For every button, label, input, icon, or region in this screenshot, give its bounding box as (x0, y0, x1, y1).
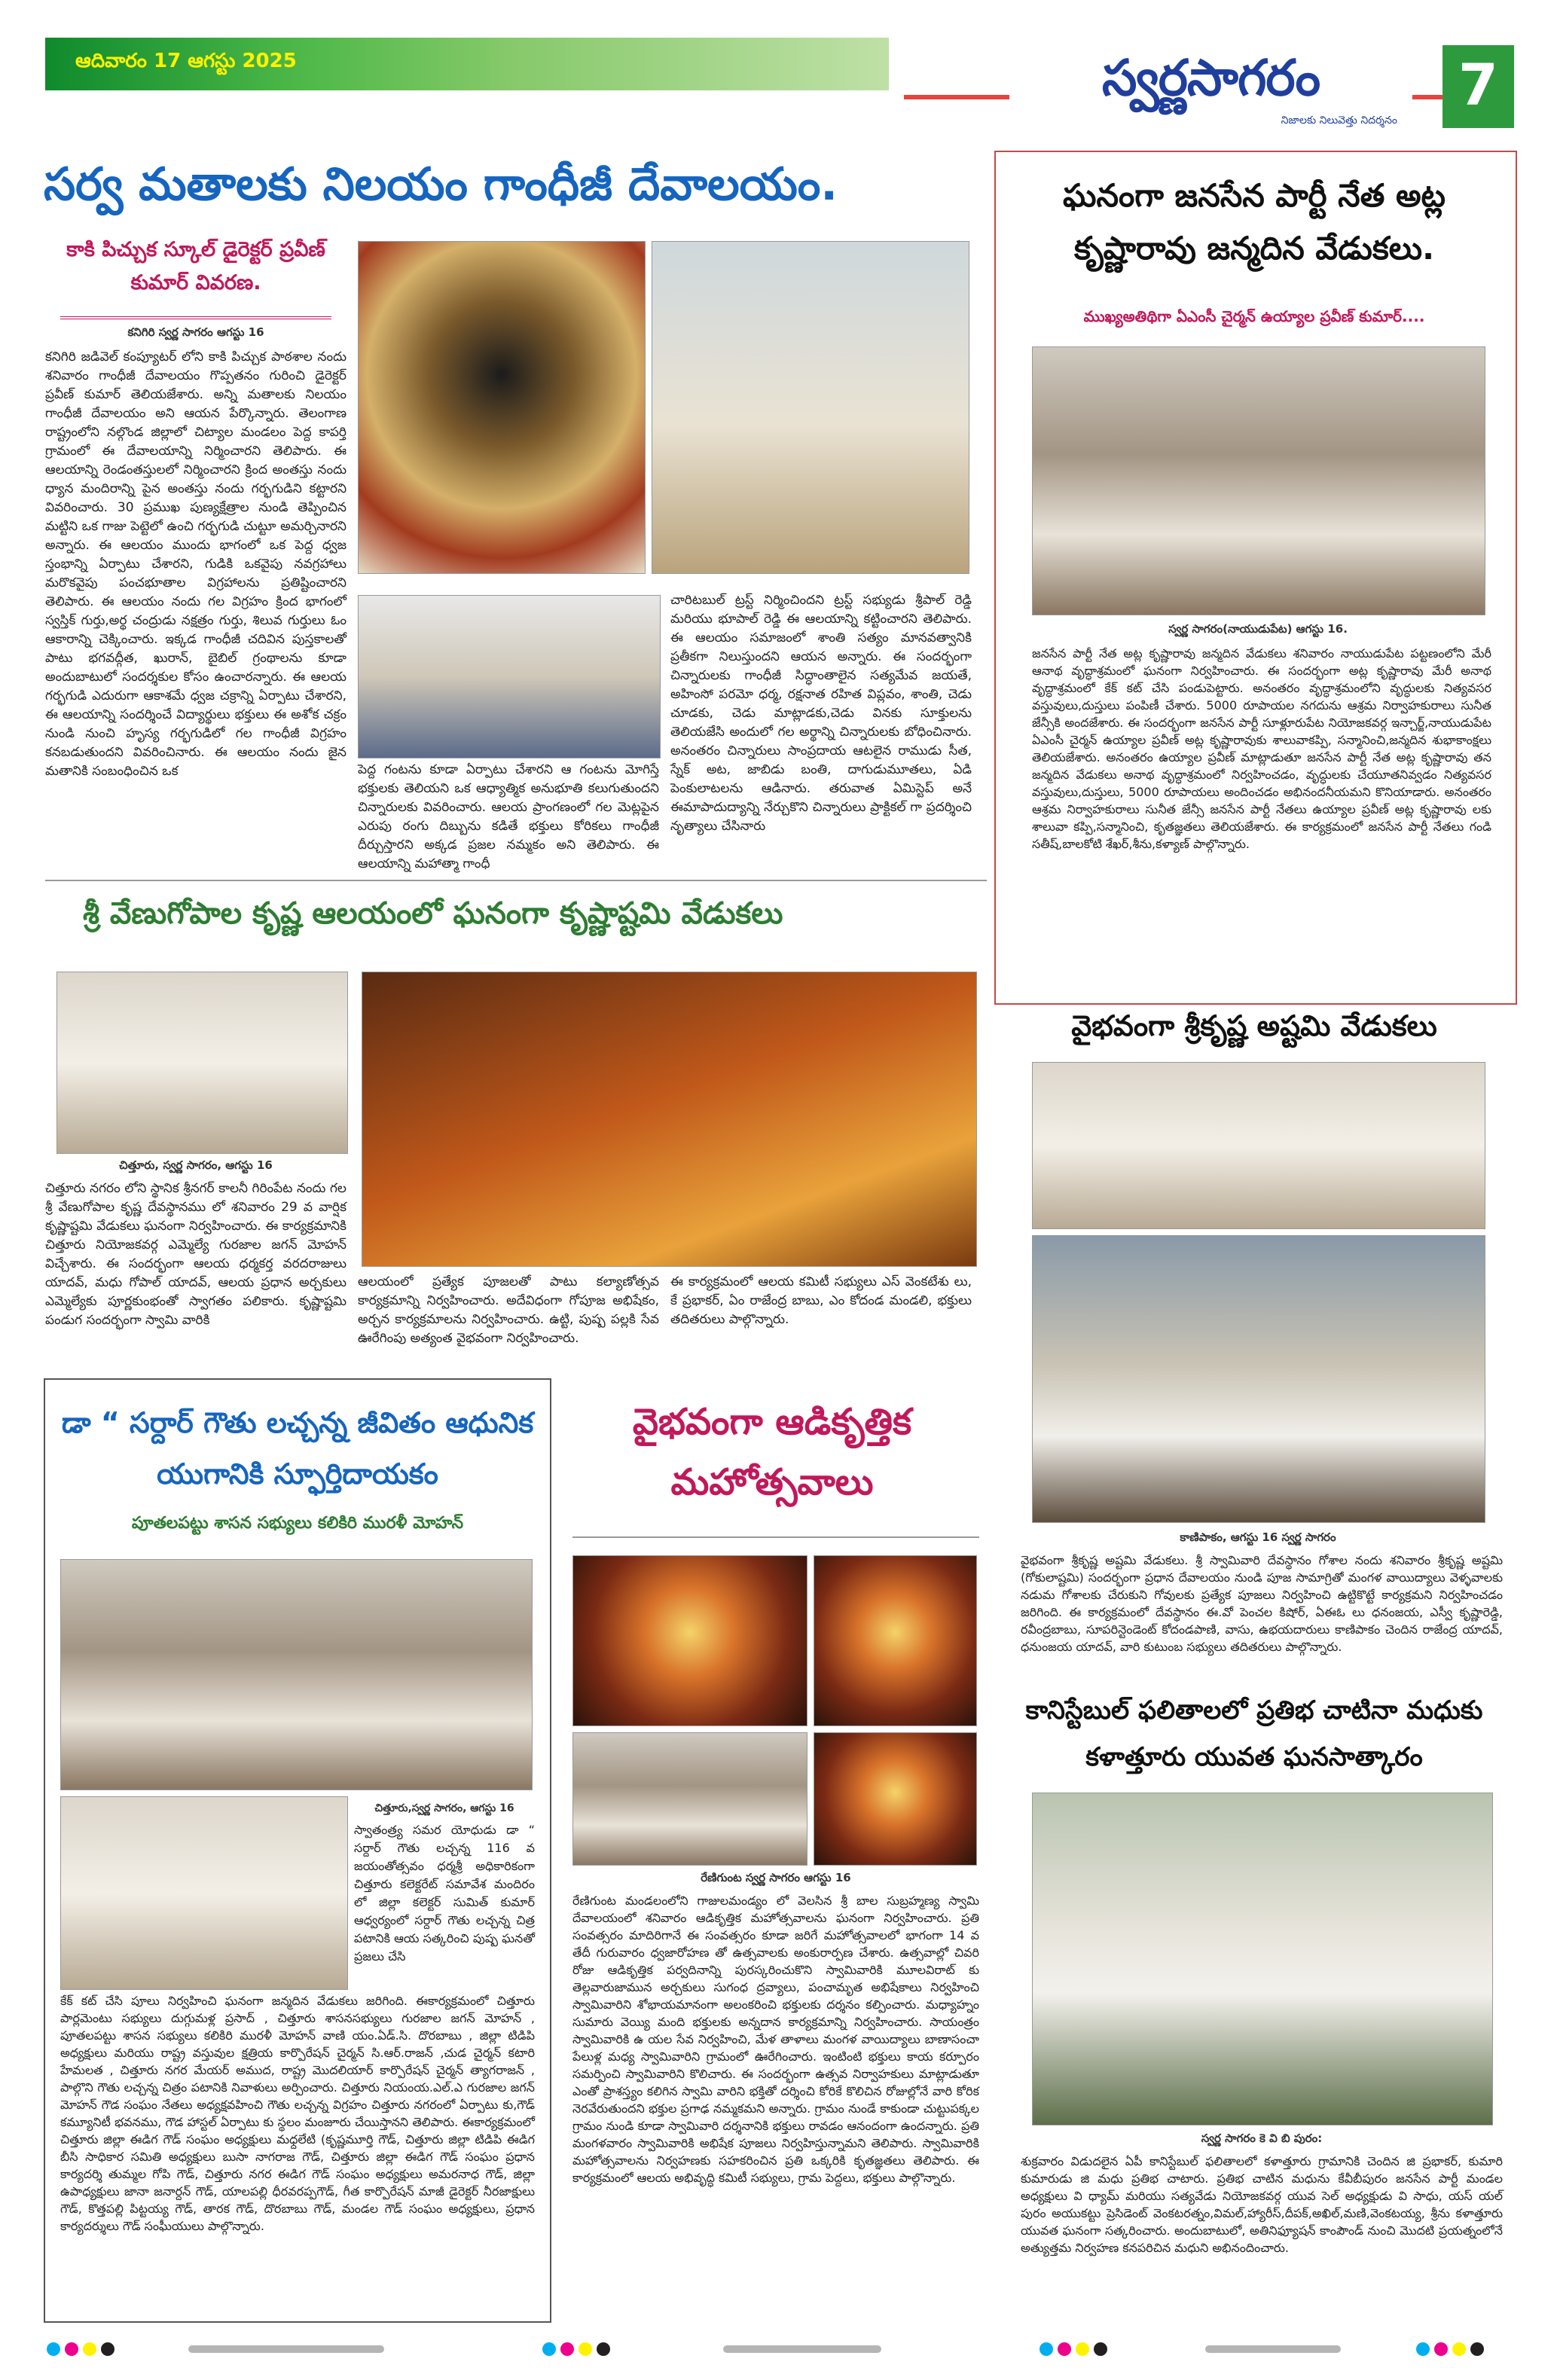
gandhi-subhead: కాకి పిచ్చుక స్కూల్ డైరెక్టర్ ప్రవీణ్ కుమార్ వివరణ. (66, 238, 325, 294)
adikruttika-headline: వైభవంగా ఆడికృత్తిక మహోత్సవాలు (632, 1401, 912, 1503)
footer-dot-magenta-4 (1434, 2342, 1448, 2356)
venugopala-body-2: ఆలయంలో ప్రత్యేక పూజలతో పాటు కల్యాణోత్సవ కార్యక్రమాన్ని నిర్వహించారు. అదేవిధంగా గోపూజ అభిషేకం, అర్చన కార్యక్రమాలను నిర్వహించారు. ఉట్టి, పుష్ప పల్లకి సేవ ఊరేగింపు అత్యంత వైభవంగా నిర్వహించారు. (358, 1274, 659, 1346)
janasena-subhead: ముఖ్యఅతిథిగా ఏఎంసీ చైర్మన్ ఉయ్యాల ప్రవీణ్ కుమార్.... (1083, 307, 1425, 325)
constable-byline: స్వర్ణ సాగరం కె వి బి పురం: (1201, 2131, 1323, 2145)
footer-dot-magenta-3 (1058, 2342, 1071, 2356)
ashtami-body: వైభవంగా శ్రీకృష్ణ అష్టమి వేడుకలు. శ్రీ స్వామివారి దేవస్థానం గోశాల నందు శనివారం శ్రీకృష్ణ అష్టమి (గోకులాష్టమి) సందర్భంగా ప్రధాన దేవాలయం నుండి పూజ సామాగ్రితో మంగళ వాయిద్యాలు వెళ్ళవాలకు నడుమ గోశాలకు చేరుకుని గోవులకు ప్రత్యేక పూజలు నిర్వహించి ఉట్టికొట్టే కార్యక్రమని నిర్వహించడం జరిగింది. ఈ కార్యక్రమంలో దేవస్థానం ఈ.వో పెంచల కిషోర్, ఏఈఓ లు ధనంజయ, ఎస్వీ కృష్ణారెడ్డి, రవీంద్రబాబు, సూపరిన్టెండెంట్ కోదండపాణి, వాసు, ఉభయదారులు కాణిపాకం చెందిన రాజేంద్ర యాదవ్, ధనుంజయ యాదవ్, వారి కుటుంబ సభ్యులు తదితరులు పాల్గొన్నారు. (1021, 1553, 1503, 1654)
footer-dot-cyan-1 (47, 2342, 60, 2356)
gandhi-byline: కనిగిరి స్వర్ణ సాగరం ఆగస్టు 16 (127, 325, 264, 339)
page-number-box (1443, 45, 1514, 128)
venugopala-body-1: చిత్తూరు నగరం లోని స్థానిక శ్రీనగర్ కాలనీ గిరింపేట నందు గల శ్రీ వేణుగోపాల కృష్ణ దేవస్థానము లో శనివారం 29 వ వార్షిక కృష్ణాష్టమి వేడుకలు ఘనంగా నిర్వహించారు. ఈ కార్యక్రమానికి చిత్తూరు నియోజకవర్గ ఎమ్మెల్యే గురజాల జగన్ మోహన్ విచ్చేశారు. ఈ సందర్భంగా ఆలయ ధర్మకర్త వరదరాజులు యాదవ్, మధు గోపాల్ యాదవ్, ఆలయ ప్రధాన అర్చకులు ఎమ్మెల్యేకు పూర్ణకుంభంతో స్వాగతం పలికారు. కృష్ణాష్టమి పండుగ సందర్భంగా స్వామి వారికి (45, 1181, 347, 1328)
ashtami-photo-2 (1032, 1235, 1485, 1523)
adikruttika-photo-1 (572, 1555, 808, 1726)
sardar-body-1: స్వాతంత్ర్య సమర యోధుడు డా “ సర్దార్ గౌతు లచ్చన్న 116 వ జయంతోత్సవం ధర్మశ్రీ అధికారికంగా చిత్తూరు కలెక్టరేట్ సమావేశ మందిరం లో జిల్లా కలెక్టర్ సుమిత్ కుమార్ ఆధ్వర్యంలో సర్దార్ గౌతు లచ్చన్న చిత్ర పటానికి ఆయ సత్కరించి పుష్ప ఘనతో ప్రజలు చేసి (354, 1823, 535, 1964)
adikruttika-photo-4 (814, 1732, 977, 1866)
footer-marks (0, 2342, 1557, 2365)
venugopala-body-3: ఈ కార్యక్రమంలో ఆలయ కమిటీ సభ్యులు ఎస్ వెంకటేశు లు, కే ప్రభాకర్, ఏం రాజేంద్ర బాబు, ఎం కోదండ మండలి, భక్తులు తదితరులు పాల్గొన్నారు. (670, 1274, 972, 1327)
footer-dot-black-1 (101, 2342, 114, 2356)
footer-dot-black-3 (1094, 2342, 1107, 2356)
footer-dot-yellow-2 (579, 2342, 592, 2356)
adikruttika-byline: రేణిగుంట స్వర్ణ సాగరం ఆగస్టు 16 (701, 1871, 851, 1884)
gandhi-temple-photo (652, 241, 969, 574)
footer-grey-bar-1 (188, 2345, 384, 2353)
footer-dot-black-2 (597, 2342, 610, 2356)
constable-photo (1032, 1793, 1493, 2125)
adikruttika-rule (572, 1536, 979, 1538)
janasena-body: జనసేన పార్టీ నేత అట్ల కృష్ణారావు జన్మదిన వేడుకలు శనివారం నాయుడుపేట పట్టణంలోని మేరీ ఆనాథ వృద్ధాశ్రమంలో ఘనంగా నిర్వహించారు. ఈ సందర్భంగా అట్ల కృష్ణారావు మేరీ అనాథ వృద్ధాశ్రమంలో కేక్ కట్ చేసి పండుపెట్టారు. అనంతరం వృద్ధాశ్రమంలోని వృద్ధులకు నిత్యవసర వస్తువులు,దుస్తులు పంపిణీ చేశారు. 5000 రూపాయల నగదును ఆశ్రమ నిర్వాహకురాలు సునీత జేన్సీకి అందజేశారు. ఈ సందర్భంగా జనసేన పార్టీ సూళ్లూరుపేట నియోజకవర్గ ఇన్చార్జ్,నాయుడుపేట ఏఎంసీ చైర్మన్ ఉయ్యాల ప్రవీణ్ అట్ల కృష్ణారావుకు శాలువాకప్పి, సన్మానించి,జన్మదిన శుభాకాంక్షలు తెలియజేశారు. అనంతరం ఉయ్యాల ప్రవీణ్ మాట్లాడుతూ జనసేన పార్టీ నేత అట్ల కృష్ణారావు తన జన్మదిన వేడుకలు అనాథ వృద్ధాశ్రమంలో నిర్వహించడం, వృద్ధులకు చేయూతనివ్వడం నిత్యవసర వస్తువులు,దుస్తులు, 5000 రూపాయలు అందించడం అభినందనీయమని కొనియాడారు. అనంతరం ఆశ్రమ నిర్వాహకురాలు సునీత జేన్సీ జనసేన పార్టీ నేతలు ఉయ్యాల ప్రవీణ్ అట్ల కృష్ణారావు లకు శాలువా కప్పి,సన్మానించి, కృతజ్ఞతలు తెలియజేశారు. ఈ కార్యక్రమంలో జనసేన పార్టీ నేతలు గండి సతీష్,బాలకోటి శేఖర్,శీను,కళ్యాణ్ పాల్గొన్నారు. (1032, 646, 1491, 851)
page-number: 7 (1458, 51, 1498, 118)
gandhi-headline: సర్వ మతాలకు నిలయం గాంధీజీ దేవాలయం. (44, 158, 838, 211)
janasena-byline: స్వర్ణ సాగరం(నాయుడుపేట) ఆగస్టు 16. (1168, 622, 1348, 636)
gandhi-body-3: చారిటబుల్ ట్రస్ట్ నిర్మించిందని ట్రస్ట్ సభ్యుడు శ్రీపాల్ రెడ్డి మరియు భూపాల్ రెడ్డి ఈ ఆలయాన్ని కట్టించారని తెలిపారు. ఈ ఆలయం సమాజంలో శాంతి సత్యం మానవత్వానికి ప్రతీకగా నిలుస్తుందని ఆయన అన్నారు. ఈ సందర్భంగా చిన్నారులకు గాంధీజీ సిద్ధాంతాలైన సత్యమేవ జయతే, అహింసో పరమో ధర్మ, రక్షనాత రహిత విప్లవం, శాంతి, చెడు చూడకు, చెడు మాట్లాడకు,చెడు వినకు సూక్తులను తెలియజేసి అందులో గల అర్థాన్ని చిన్నారులకు బోధించినారు. అనంతరం చిన్నారులు సాంప్రదాయ ఆటలైన రాముడు సీత, స్నేక్ అట, జాబిడు బంతి, దాగుడుమూతలు, ఏడి పెంకులాటలను ఆడినారు. తరువాత ఏమిస్టెప్ అనే ఈమాపాదుద్యాన్ని నేర్చుకొని చిన్నారులు ప్రాక్టికల్ గా ప్రదర్శించి నృత్యాలు చేసినారు (670, 593, 972, 834)
date-text: ఆదివారం 17 ఆగస్టు 2025 (75, 50, 297, 72)
venugopala-headline: శ్రీ వేణుగోపాల కృష్ణ ఆలయంలో ఘనంగా కృష్ణాష్టమి వేడుకలు (83, 896, 783, 931)
sardar-byline: చిత్తూరు,స్వర్ణ సాగరం, ఆగస్టు 16 (374, 1802, 514, 1814)
venugopala-photo-2 (362, 972, 977, 1267)
ashtami-headline: వైభవంగా శ్రీకృష్ణ అష్టమి వేడుకలు (1071, 1009, 1437, 1042)
venugopala-photo-1 (56, 972, 348, 1154)
sardar-photo-2 (60, 1796, 348, 1990)
ashtami-photo-1 (1032, 1062, 1485, 1229)
footer-grey-bar-3 (1205, 2345, 1341, 2353)
janasena-headline: ఘనంగా జనసేన పార్టీ నేత అట్ల కృష్ణారావు జన్మదిన వేడుకలు. (1063, 177, 1446, 267)
sardar-body-2: కేక్ కట్ చేసి పూలు నిర్వహించి ఘనంగా జన్మదిన వేడుకలు జరిగింది. ఈకార్యక్రమంలో చిత్తూరు పార్లమెంటు సభ్యులు దుగ్గుమళ్ల ప్రసాద్ , చిత్తూరు శాసనసభ్యులు గురజాల జగన్ మోహన్ , పూతలపట్టు శాసన సభ్యులు కలికిరి మురళీ మోహన్ వాణి యం.ఏడ్.సి. దొరబాబు , జిల్లా టిడిపి అధ్యక్షులు మరియు రాష్ట్ర వస్తువుల క్షత్రియ కార్పొరేషన్ చైర్మన్ సి.ఆర్.రాజన్ ,చుడ చైర్మన్ కటారి హేమలత , చిత్తూరు నగర మేయర్ అముద, రాష్ట్ర మొదలియార్ కార్పొరేషన్ చైర్మన్ త్యాగరాజన్ , పాల్గొని గౌతు లచ్చన్న చిత్రం పటానికి నివాళులు అర్పించారు. చిత్తూరు నియంయ.ఎల్.ఎ గురజాల జగన్ మోహన్ గౌడ సంఘం నేతలు అధ్యక్షవహించి గౌతు లచ్చన్న విగ్రహం చిత్తూరు నగరంలో ఏర్పాటు కు,గౌడ్ కమ్యూనిటీ భవనము, గౌడ హాస్టల్ ఏర్పాటు కు స్థలం మంజూరు చేయిస్తానని తెలిపారు. ఈకార్యక్రమంలో చిత్తూరు జిల్లా ఈడిగ గౌడ్ సంఘం అధ్యక్షులు మధ్దలేటి (కృష్ణమూర్తి గౌడ్, చిత్తూరు జిల్లా టిడిపి ఈడిగ బీసి సాధికార సమితి అధ్యక్షులు బుసా నాగరాజ గౌడ్, చిత్తూరు జిల్లా ఈడిగ గౌడ్ సంఘం ప్రధాన కార్యదర్శి తుమ్మల గోపి గౌడ్, చిత్తూరు నగర ఈడిగ గౌడ్ సంఘం అధ్యక్షులు అమరనాధ గౌడ్, జిల్లా ఉపాధ్యక్షులు జానా జనార్దన్ గౌడ్, యాలపల్లి ధీరవరప్పగౌడ్, గీత కార్పొరేషన్ మాజీ డైరెక్టర్ నీరజాక్షులు గౌడ్, కొత్తపల్లి పిట్టయ్య గౌడ్, తారక గౌడ్, దొరబాబు గౌడ్, మండల గౌడ్ సంఘం అధ్యక్షులు, ప్రధాన కార్యదర్శులు గౌడ్ సంఘీయులు పాల్గొన్నారు. (60, 1994, 535, 2233)
footer-dot-cyan-4 (1416, 2342, 1430, 2356)
footer-dot-yellow-1 (83, 2342, 96, 2356)
ashtami-byline: కాణిపాకం, ఆగస్టు 16 స్వర్ణ సాగరం (1180, 1530, 1336, 1544)
gandhi-statue-photo (358, 241, 646, 574)
janasena-photo (1032, 346, 1485, 615)
adikruttika-photo-2 (814, 1555, 977, 1726)
gandhi-subhead-box (60, 233, 331, 319)
venugopala-rule (45, 880, 987, 881)
sardar-photo-1 (60, 1559, 533, 1790)
footer-dot-cyan-2 (542, 2342, 556, 2356)
gandhi-children-photo (358, 595, 661, 758)
footer-dot-yellow-4 (1452, 2342, 1466, 2356)
constable-body: శుక్రవారం విడుదలైన ఏపీ కానిస్టేబుల్ ఫలితాలలో కళాత్తూరు గ్రామానికి చెందిన జి ప్రభాకర్, కుమారి కుమారుడు జి మధు ప్రతిభ చాటారు. ప్రతిభ చాటిన మధును కేవీబీపురం జనసేన పార్టీ మండల అధ్యక్షులు వి ధ్యామ్ మరియు సత్యవేడు నియోజకవర్గ యువ సెల్ అధ్యక్షుడు వి సాధు, యస్ యల్ పురం అయుకట్టు ప్రెసిడెంట్ వెంకటరత్నం,విమల్,హ్యారీస్,దీపక్,అఖిల్,మణి,వెంకటయ్య, శ్రీను కళాత్తూరు యువత ఘనంగా సత్కరించారు. అందుబాటులో, అతినిఫ్యూషన్ కాంపౌండ్ నుంచి మొదటి ప్రయత్నంలోనే అత్యుత్తమ నిర్వహణ కనపరిచిన మధుని అభినందించారు. (1021, 2154, 1503, 2255)
adikruttika-body: రేణిగుంట మండలంలోని గాజులమండ్యం లో వెలసిన శ్రీ బాల సుబ్రహ్మణ్య స్వామి దేవాలయంలో శనివారం ఆడికృత్తిక మహోత్సవాలను ఘనంగా నిర్వహించారు. ప్రతి సంవత్సరం మాదిరిగానే ఈ సంవత్సరం కూడా జరిగే మహోత్సవాలలో భాగంగా 14 వ తేదీ గురువారం ధ్వజారోహణ తో ఉత్సవాలకు అంకురార్పణ చేశారు. ఉత్సవాల్లో చివరి రోజు ఆడికృత్తిక పర్వదినాన్ని పురస్కరించుకొని స్వామివారికి మూలవిరాట్ కు తెల్లవారుజామున అర్చకులు సుగంధ ద్రవ్యాలు, పంచామృత అభిషేకాలు నిర్వహించి స్వామివారిని శోభాయమానంగా అలంకరించి భక్తులకు దర్శనం కల్పించారు. మధ్యాహ్నం సుమారు వెయ్యి మంది భక్తులకు అన్నదాన కార్యక్రమాన్ని నిర్వహించారు. సాయంత్రం స్వామివారికి ఉ యల సేవ నిర్వహించి, మేళ తాళాలు మంగళ వాయిద్యాలు బాణాసంచా పేలుళ్ల మధ్య స్వామివారిని గ్రామంలో ఊరేగించారు. ఇంటింటి భక్తులు కాయ కర్పూరం సమర్పించి స్వామివారిని కొలిచారు. ఈ సందర్భంగా ఉత్సవ నిర్వాహకులు మాట్లాడుతూ ఎంతో ప్రాశస్త్యం కలిగిన స్వామి వారిని భక్తితో దర్శించి కోరికే కొలిచిన రోజుల్లోనే వారి కోరిక నెరవేరుతుందని భక్తుల ప్రగాఢ నమ్మకమని అన్నారు. గ్రామం నుండే కాకుండా చుట్టుపక్కల గ్రామం నుండి కూడా స్వామివారి దర్శనానికి భక్తులు రావడం ఆనందంగా ఉందన్నారు. ప్రతి మంగళవారం స్వామివారికి అభిషేక పూజలు నిర్వహిస్తున్నామని తెలిపారు. స్వామివారికి మహోత్సవాలను నిర్వహణకు సహకరించిన ప్రతి ఒక్కరికి కృతజ్ఞతలు తెలిపారు. ఈ కార్యక్రమంలో ఆలయ అభివృద్ధి కమిటీ సభ్యులు, గ్రామ పెద్దలు, భక్తులు పాల్గొన్నారు. (572, 1893, 979, 2185)
footer-dot-cyan-3 (1040, 2342, 1053, 2356)
footer-dot-black-4 (1470, 2342, 1484, 2356)
date-banner (45, 38, 889, 90)
header-rule-right (1412, 95, 1446, 99)
gandhi-body-1: కనిగిరి జడివెల్ కంప్యూటర్ లోని కాకి పిచ్చుక పాఠశాల నందు శనివారం గాంధీజీ దేవాలయం గొప్పతనం గురించి డైరెక్టర్ ప్రవీణ్ కుమార్ తెలియజేశారు. అన్ని మతాలకు నిలయం గాంధీజీ దేవాలయం అని ఆయన పేర్కొన్నారు. తెలంగాణ రాష్ట్రంలోని నల్గొండ జిల్లాలో చిట్యాల మండలం పెద్ద కాపర్తి గ్రామంలో ఈ దేవాలయాన్ని నిర్మించారని తెలిపారు. ఈ ఆలయాన్ని రెండంతస్తులలో నిర్మించారని క్రింద అంతస్తు నందు ధ్యాన మందిరాన్ని పైన అంతస్తు నందు గర్భగుడిని కట్టారని వివరించారు. 30 ప్రముఖ పుణ్యక్షేత్రాల నుండి తెప్పించిన మట్టిని ఒక గాజు పెట్టెలో ఉంచి గర్భగుడి చుట్టూ అమర్చినారని అన్నారు. ఈ ఆలయం ముందు భాగంలో ఒక పెద్ద ధ్వజ స్తంభాన్ని ఏర్పాటు చేశారని, గుడికి ఒకవైపు నవగ్రహాలు మరొకవైపు పంచభూతాల విగ్రహాలను ప్రతిష్టించారని తెలిపారు. ఈ ఆలయం నందు గల విగ్రహం క్రింద భాగంలో స్వస్తిక్ గుర్తు,అర్థ చంద్రుడు నక్షత్రం గుర్తు, శిలువ గుర్తులు ఓం ఆకారాన్ని చెక్కించారు. ఇక్కడ గాంధీజీ చదివిన పుస్తకాలతో పాటు భగవద్గీత, ఖురాన్, బైబిల్ గ్రంథాలను కూడా అందుబాటులో సందర్శకుల కోసం ఉంచారన్నారు. ఈ ఆలయ గర్భగుడి ఎదురుగా ఆకాశమే ధ్వజ చక్రాన్ని ఏర్పాటు చేశారని, ఈ ఆలయాన్ని సందర్శించే విద్యార్థులు భక్తులు ఈ అశోక చక్రం నుండి నుంచి హృస్య గర్భగుడిలో గల గాంధీజీ విగ్రహం కనబడుతుందని వివరించినారు. ఈ ఆలయం నందు జైన మతానికి సంబంధించిన ఒక (45, 349, 347, 779)
masthead-tagline: నిజాలకు నిలువెత్తు నిదర్శనం (1281, 114, 1397, 127)
sardar-subhead: పూతలపట్టు శాసన సభ్యులు కలికిరి మురళీ మోహన్ (131, 1514, 464, 1533)
constable-headline: కానిస్టేబుల్ ఫలితాలలో ప్రతిభ చాటినా మధుకు కళాత్తూరు యువత ఘనసాత్కారం (1025, 1695, 1483, 1772)
sardar-headline: డా “ సర్దార్ గౌతు లచ్చన్న జీవితం ఆధునిక యుగానికి స్ఫూర్తిదాయకం (61, 1406, 534, 1491)
gandhi-body-2: పెద్ద గంటను కూడా ఏర్పాటు చేశారని ఆ గంటను మోగిస్తే భక్తులకు తెలియని ఒక ఆధ్యాత్మిక అనుభూతి కలుగుతుందని చిన్నారులకు వివరించారు. ఆలయ ప్రాంగణంలో గల మెట్లపైన ఎరుపు రంగు దిబ్బును కడితే భక్తులు కోరికలు గాంధీజీ దీర్చుస్తారని అక్కడ ప్రజల నమ్మకం అని తెలిపారు. ఈ ఆలయాన్ని మహాత్మా గాంధీ (358, 762, 659, 871)
footer-dot-yellow-3 (1076, 2342, 1089, 2356)
adikruttika-photo-3 (572, 1732, 808, 1866)
header-rule (904, 95, 1009, 99)
footer-grey-bar-2 (723, 2345, 881, 2353)
masthead-title: స్వర్ణసాగరం (1101, 48, 1320, 107)
footer-dot-magenta-1 (65, 2342, 78, 2356)
footer-dot-magenta-2 (560, 2342, 574, 2356)
masthead (1021, 42, 1401, 136)
venugopala-byline: చిత్తూరు, స్వర్ణ సాగరం, ఆగస్టు 16 (119, 1158, 273, 1172)
